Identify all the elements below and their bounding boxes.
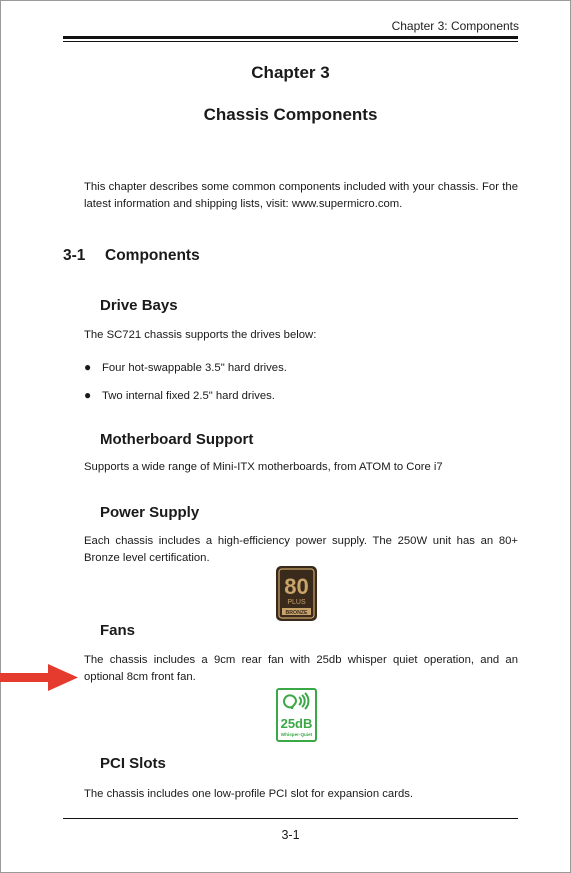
fans-text: The chassis includes a 9cm rear fan with 25db whisper quiet operation, and an optional 8cm front fan. <box>84 654 518 683</box>
drive-bays-heading: Drive Bays <box>100 297 178 314</box>
header-rule-thin <box>63 41 518 42</box>
motherboard-text: Supports a wide range of Mini-ITX motherboards, from ATOM to Core i7 <box>84 461 443 473</box>
section-title: Components <box>105 247 200 264</box>
power-supply-text: Each chassis includes a high-efficiency power supply. The 250W unit has an 80+ Bronze level certification. <box>84 535 518 564</box>
logo-80-number: 80 <box>284 574 309 599</box>
pci-slots-heading: PCI Slots <box>100 755 166 772</box>
power-supply-heading: Power Supply <box>100 504 200 521</box>
pci-slots-text: The chassis includes one low-profile PCI slot for expansion cards. <box>84 788 414 800</box>
page-number: 3-1 <box>281 828 300 842</box>
bullet-icon: ● <box>84 388 92 402</box>
chapter-title: Chassis Components <box>203 105 378 124</box>
drive-bays-text: The SC721 chassis supports the drives below: <box>84 329 317 341</box>
logo-plus-text: PLUS <box>287 599 306 606</box>
footer-rule <box>63 818 518 819</box>
fans-heading: Fans <box>100 622 136 639</box>
logo-bronze-text: BRONZE <box>285 609 308 616</box>
bullet-icon: ● <box>84 360 92 374</box>
80-plus-bronze-logo <box>276 566 317 621</box>
list-item: ● Four hot-swappable 3.5" hard drives. <box>84 360 287 374</box>
running-header: Chapter 3: Components <box>391 19 519 33</box>
motherboard-heading: Motherboard Support <box>100 431 254 448</box>
section-heading <box>63 247 200 265</box>
logo-whisper-quiet-text: Whisper-Quiet <box>280 732 313 737</box>
intro-paragraph: This chapter describes some common components included with your chassis. For the latest information and shipping lists, visit: www.supermicro.com. <box>84 181 518 210</box>
header-rule-thick <box>63 36 518 39</box>
chapter-label: Chapter 3 <box>251 63 330 82</box>
red-arrow-icon <box>0 662 80 692</box>
list-item: ● Two internal fixed 2.5" hard drives. <box>84 388 275 402</box>
logo-25db-text: 25dB <box>280 716 313 731</box>
whisper-quiet-logo <box>276 688 317 742</box>
section-number: 3-1 <box>63 247 86 264</box>
